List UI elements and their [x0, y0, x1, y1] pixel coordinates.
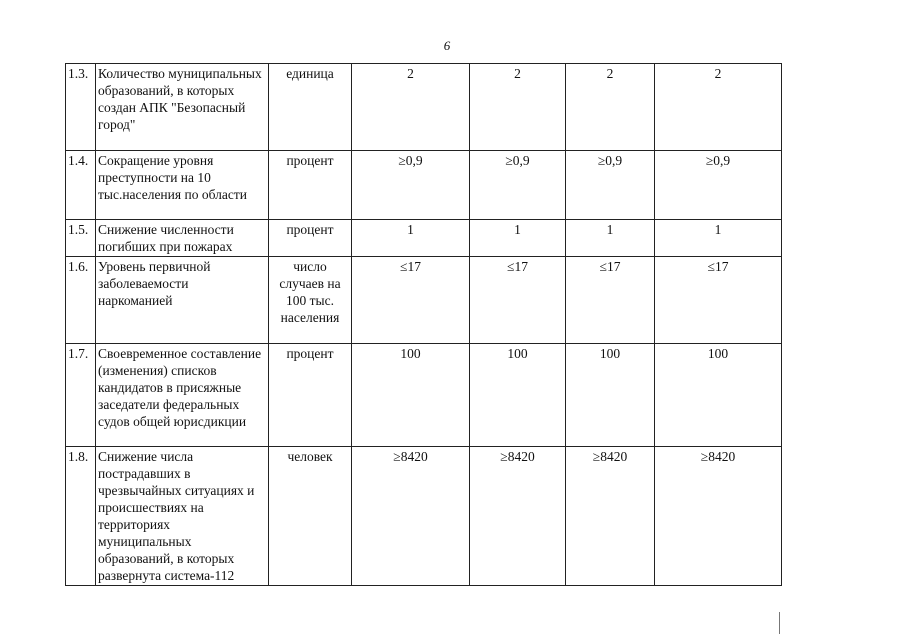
- unit-cell: человек: [269, 447, 352, 586]
- indicator-description: Количество муниципальных образований, в которых создан АПК "Безопасный город": [96, 64, 269, 151]
- indicator-description: Снижение численности погибших при пожарах: [96, 220, 269, 257]
- value-cell: 1: [352, 220, 470, 257]
- scan-margin-mark: [779, 612, 780, 634]
- unit-cell: процент: [269, 151, 352, 220]
- value-cell: ≥0,9: [352, 151, 470, 220]
- value-cell: ≥0,9: [655, 151, 782, 220]
- row-number: 1.5.: [66, 220, 96, 257]
- unit-cell: число случаев на 100 тыс. населения: [269, 257, 352, 344]
- row-number: 1.7.: [66, 344, 96, 447]
- value-cell: 1: [655, 220, 782, 257]
- value-cell: ≥8420: [655, 447, 782, 586]
- indicator-description: Уровень первичной заболеваемости наркоманией: [96, 257, 269, 344]
- value-cell: ≥8420: [470, 447, 566, 586]
- value-cell: 100: [352, 344, 470, 447]
- value-cell: ≥0,9: [566, 151, 655, 220]
- unit-cell: процент: [269, 344, 352, 447]
- value-cell: 2: [655, 64, 782, 151]
- unit-cell: процент: [269, 220, 352, 257]
- value-cell: ≥8420: [566, 447, 655, 586]
- value-cell: 100: [470, 344, 566, 447]
- table-row: [66, 151, 782, 220]
- value-cell: 1: [470, 220, 566, 257]
- value-cell: ≤17: [566, 257, 655, 344]
- indicator-description: Снижение числа пострадавших в чрезвычайных ситуациях и происшествиях на территориях муниципальных образований, в которых развернута система-112: [96, 447, 269, 586]
- value-cell: 1: [566, 220, 655, 257]
- row-number: 1.4.: [66, 151, 96, 220]
- table-row: [66, 64, 782, 151]
- unit-cell: единица: [269, 64, 352, 151]
- value-cell: 2: [352, 64, 470, 151]
- table-row: [66, 447, 782, 586]
- value-cell: ≥8420: [352, 447, 470, 586]
- indicators-table: [65, 63, 782, 586]
- page-number: 6: [443, 38, 451, 53]
- value-cell: 2: [470, 64, 566, 151]
- row-number: 1.8.: [66, 447, 96, 586]
- row-number: 1.6.: [66, 257, 96, 344]
- value-cell: ≤17: [655, 257, 782, 344]
- table-row: [66, 344, 782, 447]
- indicator-description: Сокращение уровня преступности на 10 тыс.населения по области: [96, 151, 269, 220]
- value-cell: 100: [655, 344, 782, 447]
- value-cell: ≤17: [352, 257, 470, 344]
- row-number: 1.3.: [66, 64, 96, 151]
- value-cell: ≤17: [470, 257, 566, 344]
- table-row: [66, 220, 782, 257]
- value-cell: ≥0,9: [470, 151, 566, 220]
- indicator-description: Своевременное составление (изменения) списков кандидатов в присяжные заседатели федеральных судов общей юрисдикции: [96, 344, 269, 447]
- value-cell: 100: [566, 344, 655, 447]
- value-cell: 2: [566, 64, 655, 151]
- table-row: [66, 257, 782, 344]
